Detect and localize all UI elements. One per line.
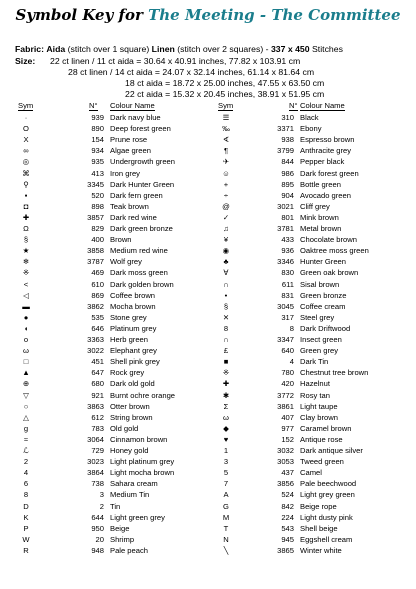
symbol-cell: ✚ — [22, 212, 30, 222]
number-cell: 644 — [91, 512, 104, 522]
symbol-cell: ▲ — [22, 368, 30, 378]
colour-name-cell: Black — [300, 113, 319, 122]
colour-name-cell: Mocha brown — [110, 301, 156, 311]
stitches-word: Stitches — [312, 44, 343, 54]
colour-name-cell: Dark green bronze — [110, 224, 173, 233]
symbol-cell: Σ — [223, 401, 229, 411]
colour-name-cell: Light mocha brown — [110, 468, 175, 478]
number-cell: 842 — [281, 501, 294, 511]
colour-name-cell: Dark golden brown — [110, 279, 174, 289]
symbol-cell: ♫ — [223, 224, 229, 233]
number-cell: 783 — [91, 423, 104, 433]
colour-name-cell: Light dusty pink — [300, 512, 353, 522]
colour-name-cell: Shell pink grey — [110, 357, 160, 367]
size-line: 22 ct linen / 11 ct aida = 30.64 x 40.91 inches, 77.82 x 103.91 cm — [50, 56, 301, 66]
symbol-cell: 4 — [23, 468, 29, 478]
number-cell: 844 — [281, 157, 294, 167]
colour-name-cell: Dark Tin — [300, 357, 329, 367]
size-line: 28 ct linen / 14 ct aida = 24.07 x 32.14 inches, 61.14 x 81.64 cm — [68, 67, 315, 77]
number-cell: 738 — [91, 479, 104, 489]
title-prefix: Symbol Key for — [15, 6, 143, 24]
symbol-cell: K — [23, 512, 29, 522]
column-header-colour: Colour Name — [110, 101, 155, 110]
symbol-cell: ❄ — [22, 257, 30, 267]
symbol-cell: ω — [223, 412, 229, 422]
number-cell: 152 — [281, 434, 294, 444]
colour-name-cell: Sisal brown — [300, 279, 340, 289]
colour-name-cell: Pale beechwood — [300, 479, 357, 489]
size-line: 22 ct aida = 15.32 x 20.45 inches, 38.91 x 51.95 cm — [125, 89, 325, 99]
colour-name-cell: Winter white — [300, 545, 342, 555]
symbol-cell: § — [223, 301, 229, 311]
colour-name-cell: Rock grey — [110, 368, 145, 378]
symbol-cell: ◉ — [222, 246, 230, 256]
number-cell: 451 — [91, 357, 104, 367]
symbol-cell: < — [23, 279, 29, 289]
number-cell: 8 — [289, 323, 294, 333]
number-cell: 729 — [91, 446, 104, 455]
symbol-cell: A — [223, 490, 229, 500]
colour-name-cell: Dark Driftwood — [300, 323, 351, 333]
symbol-cell: 3 — [223, 457, 229, 467]
colour-name-cell: Green oak brown — [300, 268, 359, 278]
symbol-cell: ÷ — [223, 190, 229, 200]
symbol-cell: ω — [23, 346, 29, 356]
symbol-cell: X — [23, 135, 29, 145]
colour-name-cell: Beige rope — [300, 501, 337, 511]
number-cell: 3781 — [277, 224, 294, 233]
colour-name-cell: Platinum grey — [110, 323, 157, 333]
symbol-cell: ∩ — [223, 335, 229, 344]
colour-name-cell: Herb green — [110, 335, 148, 344]
symbol-cell: 8 — [223, 323, 229, 333]
symbol-cell: ∢ — [222, 135, 230, 145]
symbol-cell: ℒ — [23, 446, 29, 455]
colour-name-cell: Clay brown — [300, 412, 338, 422]
number-cell: 3053 — [277, 457, 294, 467]
symbol-cell: ◁ — [23, 290, 29, 300]
colour-name-cell: Sahara cream — [110, 479, 158, 489]
number-cell: 3772 — [277, 390, 294, 400]
symbol-cell: 7 — [223, 479, 229, 489]
number-cell: 986 — [281, 168, 294, 178]
colour-name-cell: Shell beige — [300, 523, 338, 533]
number-cell: 3022 — [87, 346, 104, 356]
colour-name-cell: Eggshell cream — [300, 534, 353, 544]
number-cell: 977 — [281, 423, 294, 433]
number-cell: 831 — [281, 290, 294, 300]
symbol-cell: ✚ — [222, 379, 230, 389]
number-cell: 433 — [281, 235, 294, 245]
colour-name-cell: Cliff grey — [300, 201, 330, 211]
number-cell: 469 — [91, 268, 104, 278]
number-cell: 2 — [99, 501, 104, 511]
symbol-cell: • — [224, 290, 228, 300]
number-cell: 3863 — [87, 401, 104, 411]
colour-name-cell: Green grey — [300, 346, 338, 356]
colour-name-cell: Tweed green — [300, 457, 344, 467]
colour-name-cell: Hunter Green — [300, 257, 347, 267]
colour-name-cell: Medium red wine — [110, 246, 168, 256]
symbol-cell: ‰ — [222, 124, 230, 134]
stitch-count: 337 x 450 — [270, 44, 310, 54]
colour-name-cell: Dark Hunter Green — [110, 179, 175, 189]
number-cell: 830 — [281, 268, 294, 278]
fabric-linen-note: (stitch over 2 squares) - — [177, 44, 269, 54]
number-cell: 3857 — [87, 212, 104, 222]
size-label: Size: — [15, 56, 36, 66]
number-cell: 4 — [289, 357, 294, 367]
symbol-cell: 6 — [23, 479, 29, 489]
number-cell: 640 — [281, 346, 294, 356]
symbol-cell: ◖ — [23, 323, 29, 333]
colour-name-cell: Chestnut tree brown — [300, 368, 369, 378]
symbol-cell: △ — [23, 412, 29, 422]
symbol-cell: D — [23, 501, 29, 511]
symbol-cell: ✓ — [222, 212, 230, 222]
number-cell: 939 — [91, 113, 104, 122]
number-cell: 154 — [91, 135, 104, 145]
symbol-cell: ∩ — [223, 279, 229, 289]
number-cell: 3021 — [277, 201, 294, 211]
number-cell: 520 — [91, 190, 104, 200]
symbol-cell: ≈ — [23, 434, 29, 444]
number-cell: 904 — [281, 190, 294, 200]
page-title — [0, 6, 416, 24]
colour-name-cell: Steel grey — [300, 312, 335, 322]
number-cell: 3865 — [277, 545, 294, 555]
colour-name-cell: Elephant grey — [110, 346, 157, 356]
colour-name-cell: Light green grey — [110, 512, 165, 522]
colour-name-cell: Espresso brown — [300, 135, 355, 145]
number-cell: 3064 — [87, 434, 104, 444]
number-cell: 895 — [281, 179, 294, 189]
number-cell: 612 — [91, 412, 104, 422]
symbol-cell: ☰ — [222, 113, 230, 122]
number-cell: 869 — [91, 290, 104, 300]
column-header-number: N° — [289, 101, 298, 110]
number-cell: 3861 — [277, 401, 294, 411]
colour-name-cell: Light grey green — [300, 490, 355, 500]
symbol-cell: T — [223, 523, 229, 533]
colour-name-cell: Otter brown — [110, 401, 150, 411]
symbol-cell: ★ — [22, 246, 30, 256]
colour-name-cell: Shrimp — [110, 534, 135, 544]
number-cell: 420 — [281, 379, 294, 389]
number-cell: 310 — [281, 113, 294, 122]
symbol-cell: ∞ — [23, 146, 29, 156]
symbol-cell: ¥ — [223, 235, 229, 245]
symbol-cell: 1 — [223, 446, 229, 455]
fabric-label: Fabric: — [15, 44, 44, 54]
colour-name-cell: Metal brown — [300, 224, 342, 233]
number-cell: 890 — [91, 124, 104, 134]
number-cell: 407 — [281, 412, 294, 422]
number-cell: 3787 — [87, 257, 104, 267]
colour-name-cell: Light platinum grey — [110, 457, 175, 467]
number-cell: 3023 — [87, 457, 104, 467]
colour-name-cell: Prune rose — [110, 135, 148, 145]
symbol-cell: ⊕ — [22, 379, 30, 389]
colour-name-cell: Deep forest green — [110, 124, 171, 134]
symbol-cell: ▽ — [23, 390, 29, 400]
symbol-cell: ⌘ — [22, 168, 30, 178]
column-header-sym: Sym — [218, 101, 234, 110]
column-header-colour: Colour Name — [300, 101, 345, 110]
symbol-cell: M — [222, 512, 230, 522]
colour-name-cell: Green bronze — [300, 290, 347, 300]
number-cell: 936 — [281, 246, 294, 256]
number-cell: 948 — [91, 545, 104, 555]
symbol-cell: W — [22, 534, 30, 544]
number-cell: 898 — [91, 201, 104, 211]
size-label-line — [15, 56, 35, 66]
symbol-cell: 8 — [23, 490, 29, 500]
colour-name-cell: Hazelnut — [300, 379, 330, 389]
fabric-aida: Aida — [46, 44, 66, 54]
symbol-cell: § — [23, 235, 29, 245]
colour-name-cell: Mink brown — [300, 212, 339, 222]
number-cell: 524 — [281, 490, 294, 500]
fabric-line — [15, 44, 343, 54]
colour-name-cell: Dark fern green — [110, 190, 163, 200]
colour-name-cell: Pepper black — [300, 157, 345, 167]
symbol-cell: ▬ — [22, 301, 30, 311]
symbol-cell: Ω — [23, 224, 29, 233]
fabric-linen: Linen — [151, 44, 175, 54]
symbol-cell: ⚲ — [23, 179, 29, 189]
symbol-cell: □ — [23, 357, 29, 367]
number-cell: 3345 — [87, 179, 104, 189]
symbol-cell: ○ — [23, 401, 29, 411]
number-cell: 3 — [99, 490, 104, 500]
colour-name-cell: Coffee cream — [300, 301, 346, 311]
number-cell: 3864 — [87, 468, 104, 478]
number-cell: 934 — [91, 146, 104, 156]
symbol-cell: 5 — [223, 468, 229, 478]
number-cell: 317 — [281, 312, 294, 322]
symbol-cell: + — [223, 179, 229, 189]
symbol-cell: N — [223, 534, 229, 544]
colour-name-cell: Burnt ochre orange — [110, 390, 176, 400]
column-header-number: N° — [89, 101, 98, 110]
colour-name-cell: Bottle green — [300, 179, 341, 189]
symbol-cell: ※ — [22, 268, 30, 278]
colour-name-cell: Dark antique silver — [300, 446, 363, 455]
symbol-cell: ✱ — [222, 390, 230, 400]
number-cell: 647 — [91, 368, 104, 378]
number-cell: 780 — [281, 368, 294, 378]
symbol-cell: ☺ — [222, 168, 230, 178]
number-cell: 801 — [281, 212, 294, 222]
number-cell: 646 — [91, 323, 104, 333]
symbol-cell: ※ — [222, 368, 230, 378]
colour-name-cell: Light taupe — [300, 401, 338, 411]
symbol-cell: ▪ — [24, 190, 28, 200]
number-cell: 224 — [281, 512, 294, 522]
colour-name-cell: Dark moss green — [110, 268, 168, 278]
colour-name-cell: Oaktree moss green — [300, 246, 369, 256]
colour-name-cell: Chocolate brown — [300, 235, 357, 245]
colour-name-cell: Dark navy blue — [110, 113, 161, 122]
number-cell: 829 — [91, 224, 104, 233]
number-cell: 3858 — [87, 246, 104, 256]
number-cell: 3032 — [277, 446, 294, 455]
colour-name-cell: Insect green — [300, 335, 342, 344]
colour-name-cell: Tin — [110, 501, 121, 511]
colour-name-cell: Algae green — [110, 146, 151, 156]
colour-name-cell: Avocado green — [300, 190, 351, 200]
number-cell: 413 — [91, 168, 104, 178]
colour-name-cell: Coffee brown — [110, 290, 156, 300]
number-cell: 3856 — [277, 479, 294, 489]
colour-name-cell: Pale peach — [110, 545, 148, 555]
colour-name-cell: Beige — [110, 523, 130, 533]
symbol-cell: ◎ — [22, 157, 30, 167]
number-cell: 20 — [95, 534, 104, 544]
colour-name-cell: Ebony — [300, 124, 322, 134]
colour-name-cell: Caramel brown — [300, 423, 352, 433]
number-cell: 935 — [91, 157, 104, 167]
colour-name-cell: Dark red wine — [110, 212, 157, 222]
number-cell: 610 — [91, 279, 104, 289]
colour-name-cell: Dark old gold — [110, 379, 155, 389]
number-cell: 400 — [91, 235, 104, 245]
colour-name-cell: Teak brown — [110, 201, 149, 211]
symbol-cell: ● — [23, 312, 29, 322]
symbol-cell: o — [23, 335, 29, 344]
symbol-cell: · — [24, 113, 28, 122]
number-cell: 921 — [91, 390, 104, 400]
colour-name-cell: String brown — [110, 412, 153, 422]
colour-name-cell: Rosy tan — [300, 390, 330, 400]
number-cell: 3799 — [277, 146, 294, 156]
symbol-cell: ♣ — [223, 257, 229, 267]
pattern-name: The Meeting - The Committee — [148, 6, 401, 24]
number-cell: 3346 — [277, 257, 294, 267]
symbol-cell: g — [23, 423, 29, 433]
fabric-aida-note: (stitch over 1 square) — [67, 44, 150, 54]
symbol-cell: ◆ — [223, 423, 229, 433]
symbol-cell: R — [23, 545, 29, 555]
number-cell: 611 — [281, 279, 294, 289]
number-cell: 950 — [91, 523, 104, 533]
symbol-cell: ¶ — [223, 146, 229, 156]
number-cell: 938 — [281, 135, 294, 145]
colour-name-cell: Wolf grey — [110, 257, 142, 267]
size-line: 18 ct aida = 18.72 x 25.00 inches, 47.55 x 63.50 cm — [125, 78, 325, 88]
symbol-cell: 2 — [23, 457, 29, 467]
number-cell: 535 — [91, 312, 104, 322]
colour-name-cell: Undergrowth green — [110, 157, 176, 167]
symbol-cell: ■ — [223, 357, 229, 367]
colour-name-cell: Old gold — [110, 423, 139, 433]
colour-name-cell: Camel — [300, 468, 322, 478]
colour-name-cell: Honey gold — [110, 446, 149, 455]
colour-name-cell: Stone grey — [110, 312, 147, 322]
symbol-cell: O — [23, 124, 29, 134]
number-cell: 3862 — [87, 301, 104, 311]
column-header-sym: Sym — [18, 101, 34, 110]
number-cell: 543 — [281, 523, 294, 533]
colour-name-cell: Iron grey — [110, 168, 140, 178]
number-cell: 3347 — [277, 335, 294, 344]
number-cell: 3371 — [277, 124, 294, 134]
number-cell: 945 — [281, 534, 294, 544]
colour-name-cell: Cinnamon brown — [110, 434, 168, 444]
symbol-cell: ✈ — [222, 157, 230, 167]
symbol-cell: ♥ — [223, 434, 229, 444]
number-cell: 3363 — [87, 335, 104, 344]
number-cell: 680 — [91, 379, 104, 389]
colour-name-cell: Brown — [110, 235, 132, 245]
number-cell: 437 — [281, 468, 294, 478]
symbol-cell: P — [23, 523, 29, 533]
symbol-cell: G — [223, 501, 229, 511]
colour-name-cell: Antique rose — [300, 434, 343, 444]
symbol-cell: ∀ — [223, 268, 229, 278]
number-cell: 3045 — [277, 301, 294, 311]
colour-name-cell: Medium Tin — [110, 490, 150, 500]
symbol-cell: ◘ — [23, 201, 29, 211]
symbol-cell: ✕ — [222, 312, 230, 322]
symbol-cell: ╲ — [223, 545, 229, 555]
colour-name-cell: Anthracite grey — [300, 146, 352, 156]
colour-name-cell: Dark forest green — [300, 168, 359, 178]
symbol-cell: £ — [223, 346, 229, 356]
symbol-cell: @ — [222, 201, 230, 211]
